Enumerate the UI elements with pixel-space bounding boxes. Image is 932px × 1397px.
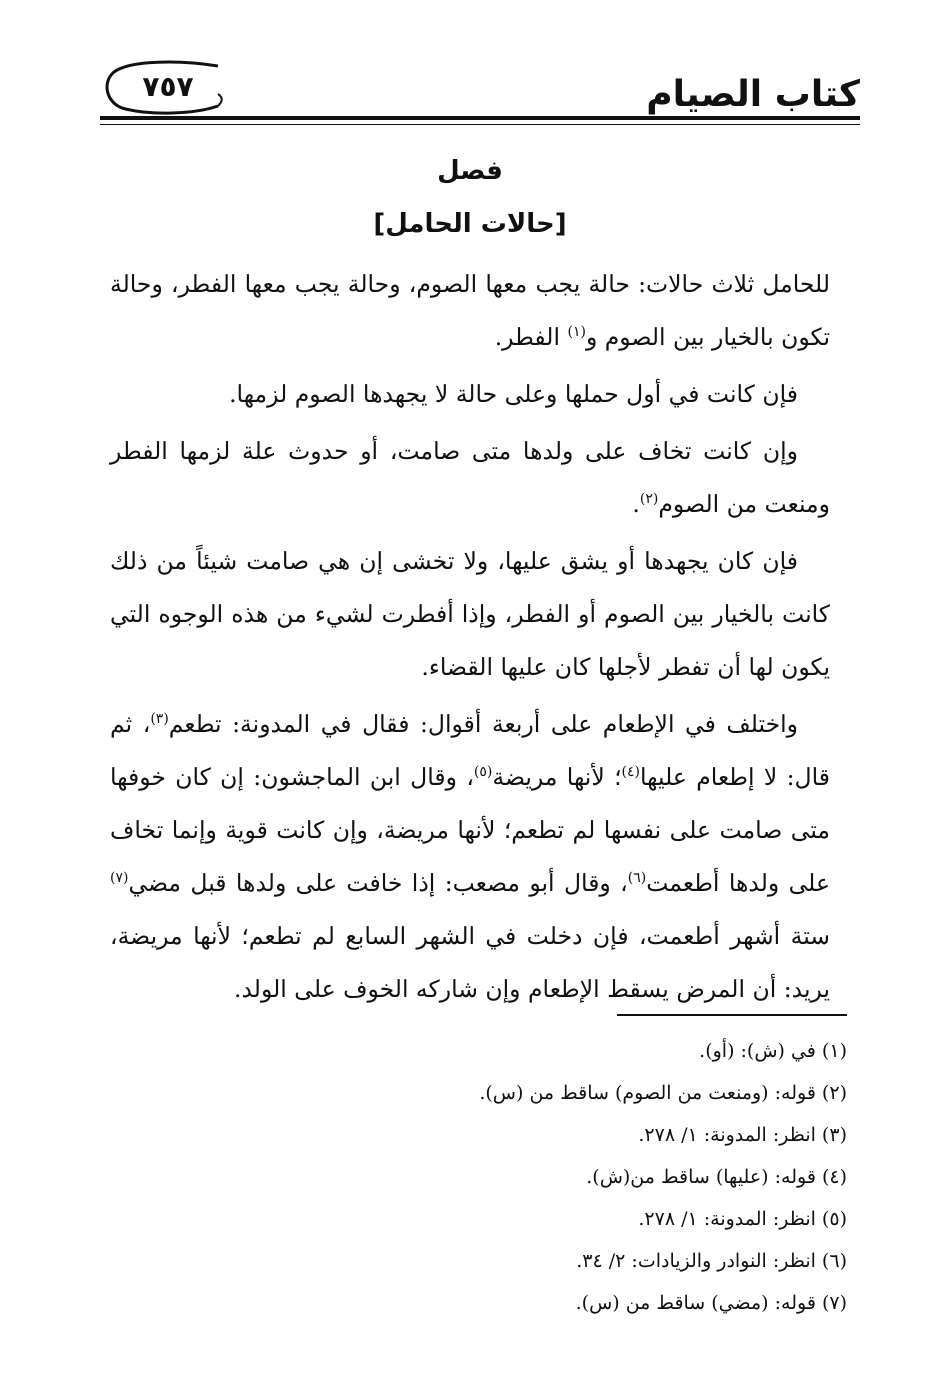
footnote: (٥) انظر: المدونة: ١/ ٢٧٨. bbox=[638, 1208, 847, 1230]
main-text bbox=[110, 148, 830, 1020]
paragraph-text: . bbox=[632, 490, 640, 518]
paragraph-text: وإن كانت تخاف على ولدها متى صامت، أو حدوث علة لزمها الفطر ومنعت من الصوم bbox=[110, 437, 830, 518]
footnote-marker: (٢) bbox=[639, 491, 659, 508]
footnotes bbox=[147, 1030, 847, 1324]
footnote: (٢) قوله: (ومنعت من الصوم) ساقط من (س). bbox=[479, 1082, 847, 1104]
footnote: (٧) قوله: (مضي) ساقط من (س). bbox=[575, 1292, 847, 1314]
footnote-separator bbox=[617, 1014, 847, 1016]
page-number-badge bbox=[100, 58, 230, 116]
paragraph-text: ستة أشهر أطعمت، فإن دخلت في الشهر السابع لم تطعم؛ لأنها مريضة، يريد: أن المرض يسقط الإطعام وإن شاركه الخوف على الولد. bbox=[110, 922, 830, 1003]
header-rule-thick bbox=[100, 116, 860, 120]
footnote-marker: (٧) bbox=[110, 870, 129, 887]
paragraph bbox=[110, 425, 830, 531]
paragraph bbox=[110, 258, 830, 364]
paragraph bbox=[110, 698, 830, 1016]
paragraph bbox=[110, 535, 830, 694]
paragraph-text: ، وقال ابن الماجشون: إن كان خوفها متى صامت على نفسها لم تطعم؛ لأنها مريضة، وإن كانت قوية وإنما تخاف على ولدها أطعمت bbox=[110, 763, 830, 897]
paragraph bbox=[110, 368, 830, 421]
header-rule-thin bbox=[100, 124, 860, 125]
paragraph-text: الفطر. bbox=[494, 323, 568, 351]
book-title: كتاب الصيام bbox=[646, 74, 860, 115]
paragraph-text: للحامل ثلاث حالات: حالة يجب معها الصوم، وحالة يجب معها الفطر، وحالة تكون بالخيار بين الصوم و bbox=[110, 270, 830, 351]
footnote: (٣) انظر: المدونة: ١/ ٢٧٨. bbox=[638, 1124, 847, 1146]
section-subheading: [حالات الحامل] bbox=[373, 209, 567, 239]
footnote-marker: (٦) bbox=[627, 870, 647, 887]
paragraph-text: فإن كانت في أول حملها وعلى حالة لا يجهدها الصوم لزمها. bbox=[229, 380, 798, 408]
footnote-marker: (٣) bbox=[150, 711, 169, 728]
paragraph-text: ، ثم قال: لا إطعام عليها bbox=[110, 710, 830, 791]
footnote-marker: (٥) bbox=[473, 764, 493, 781]
footnote: (٤) قوله: (عليها) ساقط من(ش). bbox=[586, 1166, 847, 1188]
page-number: ٧٥٧ bbox=[142, 70, 194, 103]
paragraph-text: ؛ لأنها مريضة bbox=[492, 763, 622, 791]
paragraph-text: واختلف في الإطعام على أربعة أقوال: فقال في المدونة: تطعم bbox=[168, 710, 798, 738]
paragraph-text: ، وقال أبو مصعب: إذا خافت على ولدها قبل مضي bbox=[128, 869, 628, 897]
footnote-marker: (٤) bbox=[621, 764, 641, 781]
paragraph-text: فإن كان يجهدها أو يشق عليها، ولا تخشى إن هي صامت شيئاً من ذلك كانت بالخيار بين الصوم أو الفطر، وإذا أفطرت لشيء من هذه الوجوه التي يكون لها أن تفطر لأجلها كان عليها القضاء. bbox=[110, 547, 830, 681]
footnote: (٦) انظر: النوادر والزيادات: ٢/ ٣٤. bbox=[576, 1250, 847, 1272]
section-heading: فصل bbox=[437, 156, 503, 186]
footnote-marker: (١) bbox=[567, 324, 586, 341]
footnote: (١) في (ش): (أو). bbox=[699, 1040, 847, 1062]
